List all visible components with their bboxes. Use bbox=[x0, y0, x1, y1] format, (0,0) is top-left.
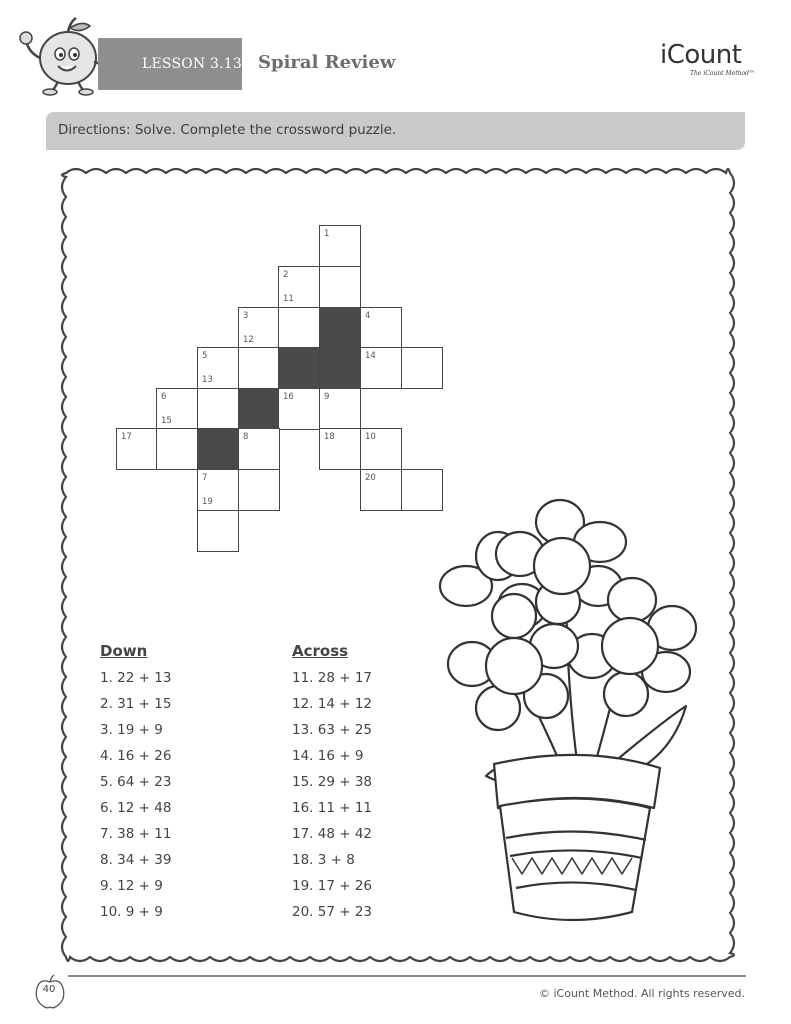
across-clue: 16. 11 + 11 bbox=[292, 800, 373, 816]
crossword-cell[interactable] bbox=[360, 347, 402, 389]
clue-number: 12 bbox=[243, 335, 254, 345]
clue-number: 4 bbox=[365, 311, 371, 321]
directions-bar bbox=[46, 112, 745, 150]
clue-number: 17 bbox=[121, 432, 132, 442]
crossword-cell[interactable] bbox=[319, 266, 361, 308]
crossword-cell[interactable] bbox=[197, 510, 239, 552]
clue-number: 14 bbox=[365, 351, 376, 361]
down-clue: 3. 19 + 9 bbox=[100, 722, 163, 738]
across-clue: 18. 3 + 8 bbox=[292, 852, 355, 868]
crossword-black-cell bbox=[197, 428, 239, 470]
clue-number: 15 bbox=[161, 416, 172, 426]
across-clue: 19. 17 + 26 bbox=[292, 878, 373, 894]
flower-pot-icon bbox=[436, 496, 704, 926]
clue-number: 8 bbox=[243, 432, 249, 442]
clue-number: 13 bbox=[202, 375, 213, 385]
crossword-cell[interactable] bbox=[197, 388, 239, 430]
clue-number: 19 bbox=[202, 497, 213, 507]
clue-number: 16 bbox=[283, 392, 294, 402]
down-clue: 5. 64 + 23 bbox=[100, 774, 172, 790]
across-clue: 20. 57 + 23 bbox=[292, 904, 373, 920]
across-heading: Across bbox=[292, 642, 349, 660]
icount-logo bbox=[660, 40, 755, 82]
across-clue: 14. 16 + 9 bbox=[292, 748, 364, 764]
crossword-cell[interactable] bbox=[319, 388, 361, 430]
down-clue: 9. 12 + 9 bbox=[100, 878, 163, 894]
clue-number: 9 bbox=[324, 392, 330, 402]
lesson-label: LESSON 3.13 bbox=[142, 56, 243, 72]
crossword-cell[interactable] bbox=[278, 307, 320, 349]
down-clue: 1. 22 + 13 bbox=[100, 670, 172, 686]
crossword-cell[interactable] bbox=[197, 469, 239, 511]
crossword-cell[interactable] bbox=[238, 307, 280, 349]
down-clue: 8. 34 + 39 bbox=[100, 852, 172, 868]
clue-number: 2 bbox=[283, 270, 289, 280]
down-clue: 7. 38 + 11 bbox=[100, 826, 172, 842]
crossword-cell[interactable] bbox=[238, 347, 280, 389]
down-clues bbox=[100, 642, 171, 927]
down-clue: 10. 9 + 9 bbox=[100, 904, 163, 920]
down-clue: 4. 16 + 26 bbox=[100, 748, 172, 764]
logo-tagline: The iCount Method™ bbox=[690, 70, 755, 77]
crossword-cell[interactable] bbox=[116, 428, 158, 470]
down-heading: Down bbox=[100, 642, 148, 660]
logo-text: iCount bbox=[660, 40, 742, 70]
crossword-black-cell bbox=[319, 307, 361, 349]
crossword-cell[interactable] bbox=[238, 428, 280, 470]
crossword-cell[interactable] bbox=[156, 428, 198, 470]
clue-number: 5 bbox=[202, 351, 208, 361]
crossword-cell[interactable] bbox=[156, 388, 198, 430]
down-clue: 2. 31 + 15 bbox=[100, 696, 172, 712]
copyright-text: © iCount Method. All rights reserved. bbox=[539, 987, 745, 1000]
footer-divider bbox=[68, 975, 746, 977]
directions-text: Directions: Solve. Complete the crossword puzzle. bbox=[58, 122, 397, 138]
across-clue: 12. 14 + 12 bbox=[292, 696, 373, 712]
clue-number: 20 bbox=[365, 473, 376, 483]
crossword-cell[interactable] bbox=[278, 388, 320, 430]
crossword-cell[interactable] bbox=[401, 347, 443, 389]
crossword-cell[interactable] bbox=[360, 428, 402, 470]
lesson-title: Spiral Review bbox=[258, 52, 396, 73]
crossword-cell[interactable] bbox=[238, 469, 280, 511]
clue-number: 6 bbox=[161, 392, 167, 402]
across-clue: 11. 28 + 17 bbox=[292, 670, 373, 686]
clue-number: 18 bbox=[324, 432, 335, 442]
across-clue: 13. 63 + 25 bbox=[292, 722, 373, 738]
crossword-cell[interactable] bbox=[319, 428, 361, 470]
crossword-black-cell bbox=[238, 388, 280, 430]
crossword-cell[interactable] bbox=[360, 307, 402, 349]
crossword-cell[interactable] bbox=[319, 225, 361, 267]
page-number: 40 bbox=[42, 984, 56, 995]
clue-number: 1 bbox=[324, 229, 330, 239]
clue-number: 10 bbox=[365, 432, 376, 442]
crossword-black-cell bbox=[278, 347, 320, 389]
across-clue: 15. 29 + 38 bbox=[292, 774, 373, 790]
crossword-cell[interactable] bbox=[360, 469, 402, 511]
page-number-apple bbox=[34, 972, 66, 1010]
crossword-black-cell bbox=[319, 347, 361, 389]
crossword-cell[interactable] bbox=[197, 347, 239, 389]
clue-number: 11 bbox=[283, 294, 294, 304]
clue-number: 7 bbox=[202, 473, 208, 483]
across-clues bbox=[292, 642, 372, 927]
across-clue: 17. 48 + 42 bbox=[292, 826, 373, 842]
clue-number: 3 bbox=[243, 311, 249, 321]
down-clue: 6. 12 + 48 bbox=[100, 800, 172, 816]
crossword-cell[interactable] bbox=[278, 266, 320, 308]
